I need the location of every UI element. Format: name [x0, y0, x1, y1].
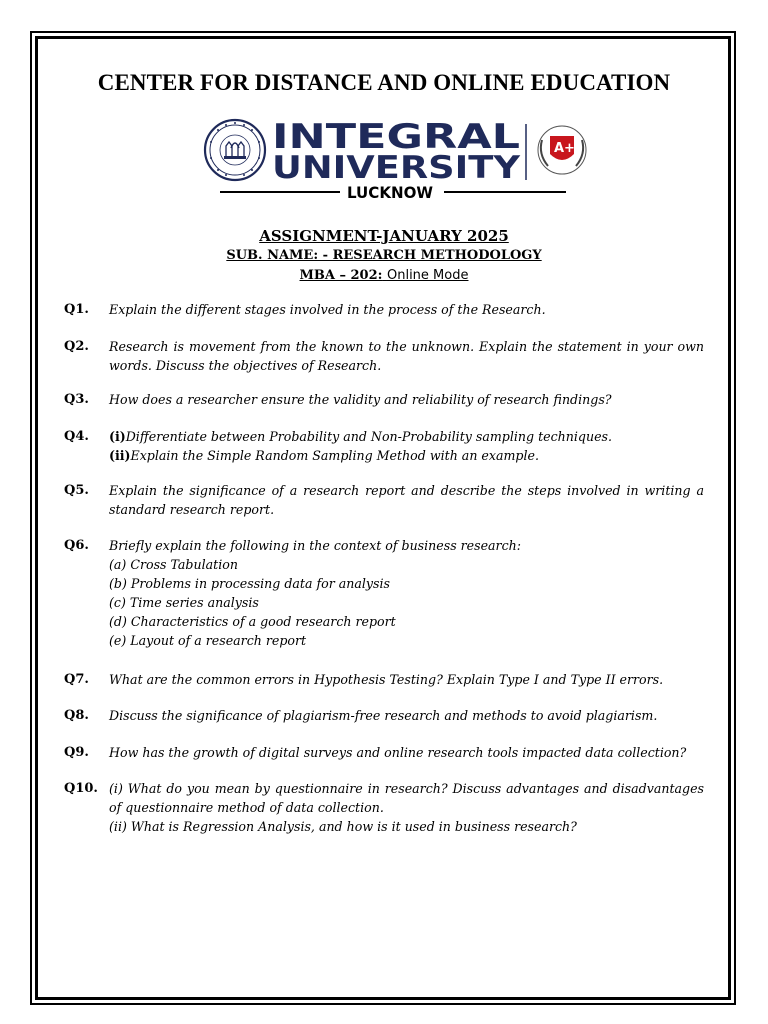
question-part-1: (i) What do you mean by questionnaire in research? Discuss advantages and disadvantages of questionnaire method of data collection. — [109, 781, 704, 815]
logo-line2: UNIVERSITY — [272, 150, 521, 186]
question-part-2: (ii) What is Regression Analysis, and how is it used in business research? — [109, 819, 577, 834]
list-item: (b) Problems in processing data for analysis — [109, 576, 390, 591]
university-seal-icon — [205, 120, 265, 180]
question-text: Explain the significance of a research report and describe the steps involved in writing a standard research report. — [109, 483, 704, 517]
question-text: Research is movement from the known to the unknown. Explain the statement in your own words. Discuss the objectives of Research. — [109, 339, 704, 373]
subject-name: SUB. NAME: - RESEARCH METHODOLOGY — [226, 248, 542, 263]
question-number: Q10. — [64, 781, 98, 796]
question-number: Q9. — [64, 745, 89, 760]
question-number: Q2. — [64, 339, 89, 354]
list-item: (e) Layout of a research report — [109, 633, 307, 648]
question-number: Q3. — [64, 392, 89, 407]
list-item: (a) Cross Tabulation — [109, 557, 238, 572]
question-10 — [64, 779, 704, 836]
course-code: MBA – 202: — [299, 268, 383, 283]
question-2 — [64, 337, 704, 375]
question-4 — [64, 427, 704, 465]
list-item: (c) Time series analysis — [109, 595, 259, 610]
question-text: Discuss the significance of plagiarism-free research and methods to avoid plagiarism. — [109, 708, 658, 723]
question-text: How does a researcher ensure the validity and reliability of research findings? — [109, 392, 612, 407]
question-text: Explain the Simple Random Sampling Method with an example. — [130, 448, 539, 463]
question-3 — [64, 390, 704, 409]
part-label: (ii) — [109, 448, 131, 463]
course-line — [0, 266, 768, 286]
part-label: (i) — [109, 429, 126, 444]
question-5 — [64, 481, 704, 519]
question-number: Q7. — [64, 672, 89, 687]
question-8 — [64, 706, 704, 725]
question-1 — [64, 300, 704, 319]
question-text: Differentiate between Probability and Non-Probability sampling techniques. — [125, 429, 612, 444]
question-part-1 — [109, 427, 704, 446]
question-7 — [64, 670, 704, 689]
university-logo — [202, 118, 588, 206]
list-item: (d) Characteristics of a good research report — [109, 614, 396, 629]
mode-label: Online Mode — [386, 268, 469, 283]
question-number: Q4. — [64, 429, 89, 444]
question-text: What are the common errors in Hypothesis Testing? Explain Type I and Type II errors. — [109, 672, 664, 687]
question-text: How has the growth of digital surveys and online research tools impacted data collection? — [109, 745, 687, 760]
question-number: Q8. — [64, 708, 89, 723]
question-text: Explain the different stages involved in the process of the Research. — [109, 302, 546, 317]
badge-grade: A+ — [554, 141, 575, 156]
question-part-2 — [109, 446, 704, 465]
assignment-title: ASSIGNMENT-JANUARY 2025 — [259, 227, 509, 245]
question-number: Q5. — [64, 483, 89, 498]
question-6 — [64, 536, 704, 650]
naac-badge-icon — [538, 126, 586, 174]
logo-line1: INTEGRAL — [272, 118, 520, 157]
center-title: CENTER FOR DISTANCE AND ONLINE EDUCATION — [97, 70, 671, 95]
question-number: Q6. — [64, 538, 89, 553]
question-text: Briefly explain the following in the context of business research: — [109, 538, 521, 553]
logo-city: LUCKNOW — [347, 183, 434, 202]
question-9 — [64, 743, 704, 762]
assignment-titles — [0, 226, 768, 286]
question-number: Q1. — [64, 302, 89, 317]
